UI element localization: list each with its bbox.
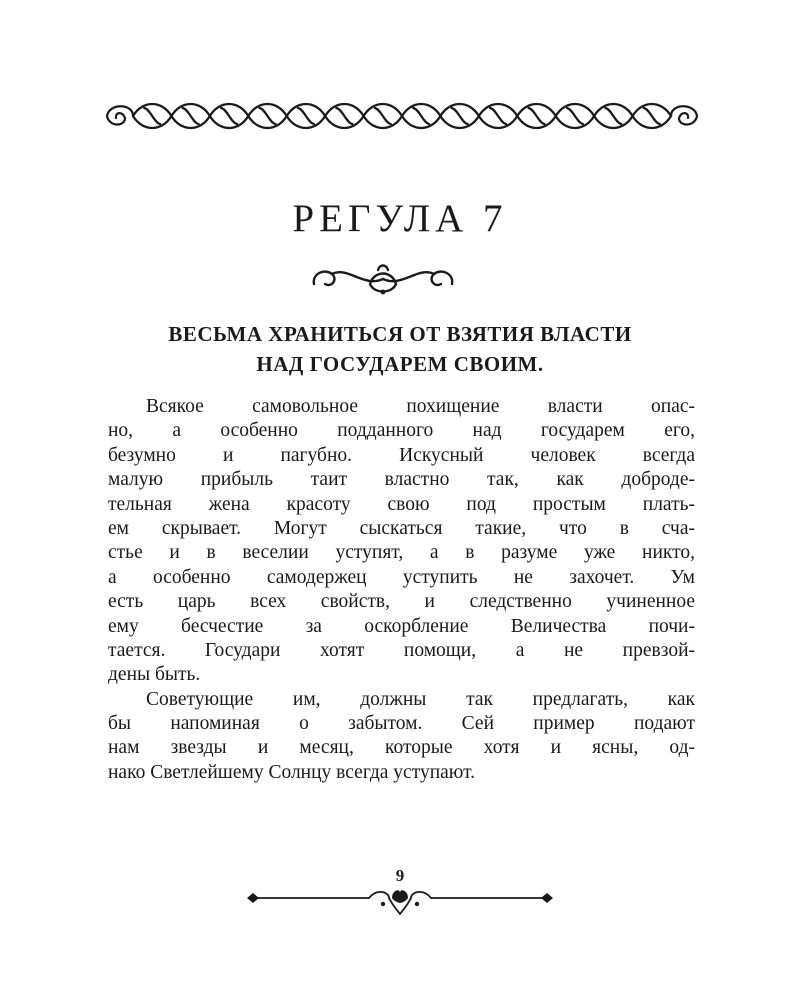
body-text — [108, 395, 695, 785]
text-line: бы напоминая о забытом. Сей пример подают — [108, 713, 695, 735]
text-line: стье и в веселии уступят, а в разуме уже никто, — [108, 542, 695, 564]
page-number: 9 — [395, 866, 405, 885]
rule-heading-line: ВЕСЬМА ХРАНИТЬСЯ ОТ ВЗЯТИЯ ВЛАСТИ — [168, 322, 632, 346]
text-line: нако Светлейшему Солнцу всегда уступают. — [108, 761, 476, 783]
text-line: дены быть. — [108, 664, 201, 686]
text-line: тается. Государи хотят помощи, а не превзой- — [108, 639, 695, 661]
text-line: безумно и пагубно. Искусный человек всегда — [108, 444, 695, 466]
rope-border-ornament — [103, 97, 701, 135]
page-title: РЕГУЛА 7 — [292, 197, 508, 240]
text-line: ему бесчестие за оскорбление Величества почи- — [108, 615, 695, 637]
rule-heading — [100, 319, 700, 379]
scroll-flourish-ornament — [308, 262, 458, 298]
text-line: ем скрывает. Могут сыскаться такие, что в сча- — [108, 517, 695, 539]
text-line: есть царь всех свойств, и следственно учиненное — [108, 591, 695, 613]
rule-heading-line: НАД ГОСУДАРЕМ СВОИМ. — [256, 352, 544, 376]
text-line: нам звезды и месяц, которые хотя и ясны, од- — [108, 737, 695, 759]
fleuron-rule-ornament — [243, 884, 557, 916]
text-line: тельная жена красоту свою под простым плать- — [108, 493, 695, 515]
text-line: а особенно самодержец уступить не захочет. Ум — [108, 566, 695, 588]
text-line: Советующие им, должны так предлагать, как — [146, 688, 695, 710]
text-line: Всякое самовольное похищение власти опас- — [146, 396, 695, 417]
text-line: но, а особенно подданного над государем его, — [108, 420, 695, 442]
text-line: малую прибыль таит властно так, как доброде- — [108, 469, 695, 491]
